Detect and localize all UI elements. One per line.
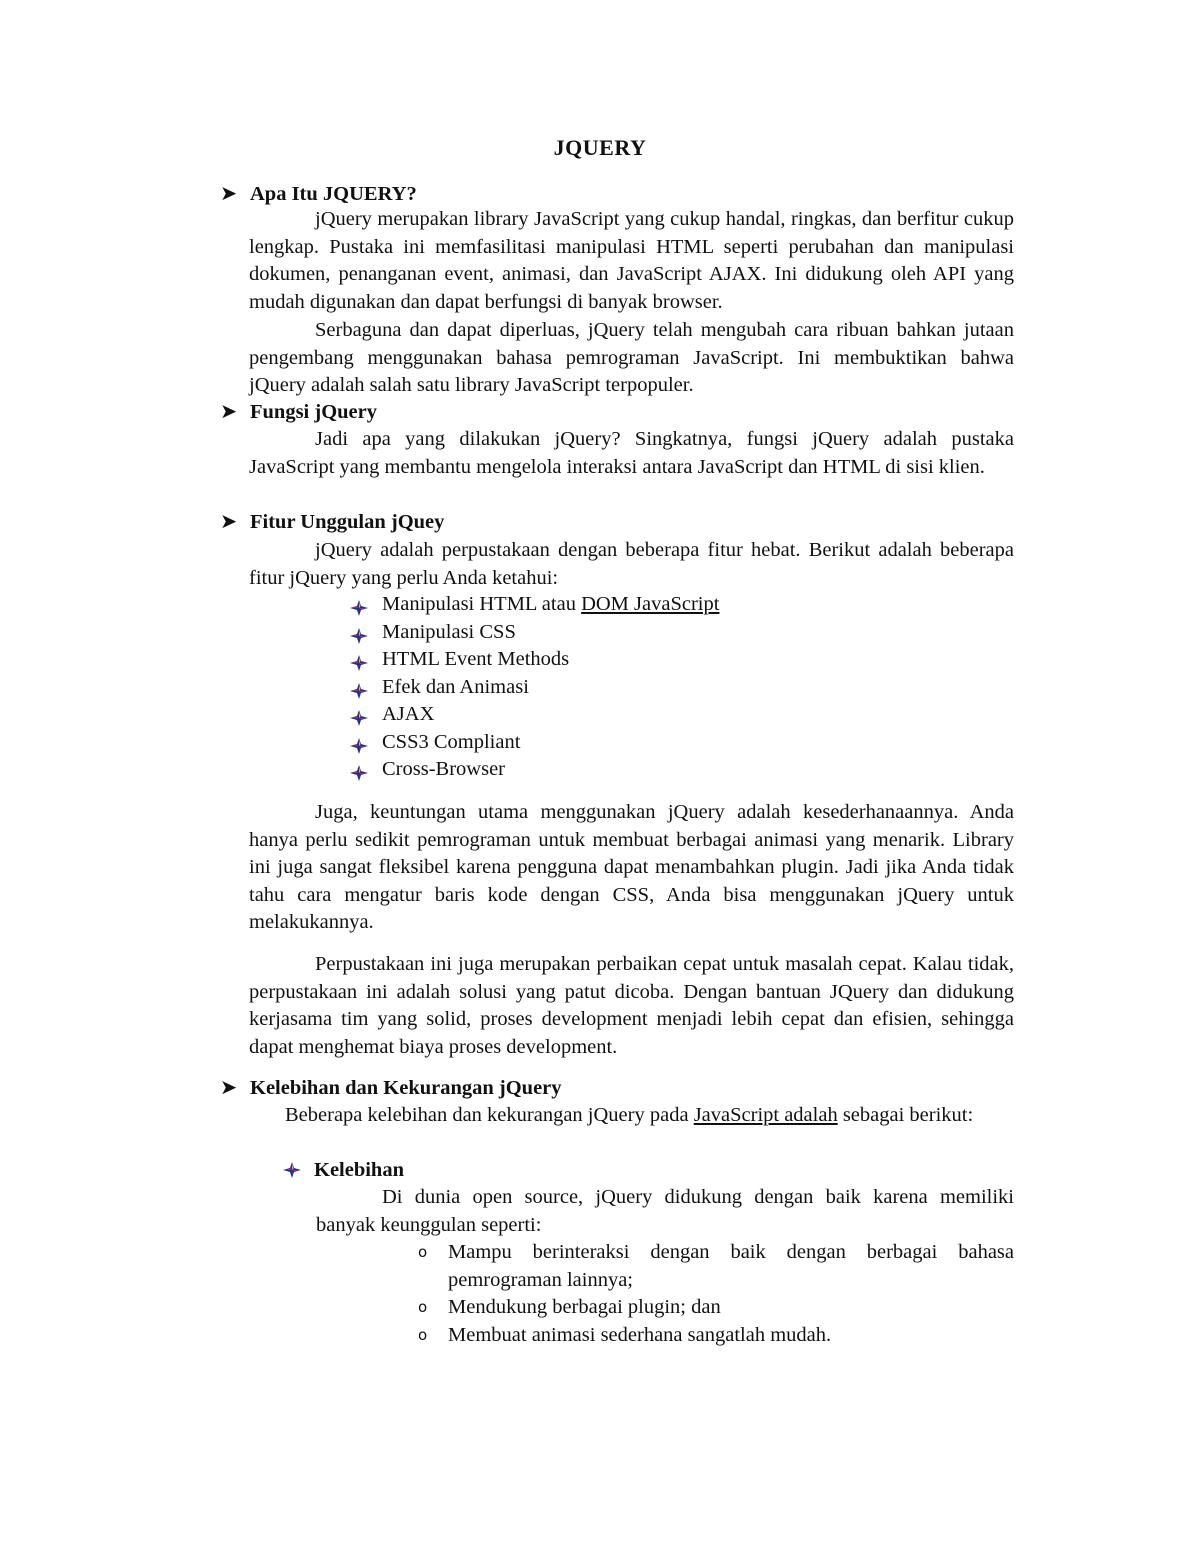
circle-bullet-icon: o: [418, 1298, 428, 1316]
list-item: [350, 591, 719, 619]
list-item: [416, 1239, 1014, 1294]
feature-text: AJAX: [382, 703, 435, 725]
section-heading-kelebihan-kekurangan: [220, 1075, 562, 1102]
paragraph: Perpustakaan ini juga merupakan perbaikan cepat untuk masalah cepat. Kalau tidak, perpustakaan ini adalah solusi yang patut dicoba. Dengan bantuan JQuery dan didukung kerjasama tim yang solid, proses development menjadi lebih cepat dan efisien, sehingga dapat menghemat biaya proses development.: [249, 953, 1014, 1058]
section-heading-apa-itu: [220, 181, 417, 208]
paragraph: jQuery merupakan library JavaScript yang cukup handal, ringkas, dan berfitur cukup lengkap. Pustaka ini memfasilitasi manipulasi HTML seperti perubahan dan manipulasi dokumen, penanganan event, animasi, dan JavaScript AJAX. Ini didukung oleh API yang mudah digunakan dan dapat berfungsi di banyak browser.: [249, 208, 1014, 313]
feature-text: CSS3 Compliant: [382, 730, 521, 753]
sub-heading-kelebihan: [283, 1157, 404, 1184]
list-item: [416, 1294, 1014, 1322]
arrow-bullet-icon: ➤: [220, 1077, 238, 1099]
section-heading-fitur: [220, 509, 444, 536]
advantages-list: [416, 1239, 1014, 1349]
list-item: [350, 701, 719, 729]
four-point-star-icon: [350, 762, 368, 778]
section-heading-fungsi: [220, 399, 377, 426]
paragraph: Jadi apa yang dilakukan jQuery? Singkatnya, fungsi jQuery adalah pustaka JavaScript yang membantu mengelola interaksi antara JavaScript dan HTML di sisi klien.: [249, 428, 1014, 478]
intro-text: Beberapa kelebihan dan kekurangan jQuery pada: [285, 1104, 694, 1126]
intro-text-suffix: sebagai berikut:: [837, 1104, 974, 1126]
section-heading-text: Apa Itu JQUERY?: [250, 183, 417, 205]
list-item-text: Mampu berinteraksi dengan baik dengan berbagai bahasa pemrograman lainnya;: [448, 1241, 1014, 1291]
feature-text: HTML Event Methods: [382, 648, 570, 670]
four-point-star-icon: [350, 735, 368, 751]
paragraph: Di dunia open source, jQuery didukung dengan baik karena memiliki banyak keunggulan seperti:: [316, 1186, 1014, 1236]
list-item: [350, 619, 719, 647]
four-point-star-icon: [283, 1159, 301, 1175]
four-point-star-icon: [350, 652, 368, 668]
paragraph: Juga, keuntungan utama menggunakan jQuery adalah kesederhanaannya. Anda hanya perlu sedikit pemrograman untuk membuat berbagai animasi yang menarik. Library ini juga sangat fleksibel karena pengguna dapat menambahkan plugin. Jadi jika Anda tidak tahu cara mengatur baris kode dengan CSS, Anda bisa menggunakan jQuery untuk melakukannya.: [249, 801, 1014, 934]
feature-text: Manipulasi HTML atau: [382, 593, 582, 615]
javascript-adalah-link[interactable]: JavaScript adalah: [693, 1104, 838, 1126]
list-item: [350, 674, 719, 702]
paragraph: jQuery adalah perpustakaan dengan beberapa fitur hebat. Berikut adalah beberapa fitur jQuery yang perlu Anda ketahui:: [249, 539, 1014, 589]
four-point-star-icon: [350, 707, 368, 723]
list-item: [350, 729, 719, 757]
four-point-star-icon: [350, 625, 368, 641]
paragraph: [249, 1102, 1014, 1130]
four-point-star-icon: [350, 597, 368, 613]
arrow-bullet-icon: ➤: [220, 511, 238, 533]
four-point-star-icon: [350, 680, 368, 696]
dom-javascript-link[interactable]: DOM JavaScript: [581, 593, 720, 615]
list-item: [416, 1322, 1014, 1350]
feature-text: Manipulasi CSS: [382, 620, 516, 643]
arrow-bullet-icon: ➤: [220, 401, 238, 423]
feature-list: [350, 591, 719, 784]
circle-bullet-icon: o: [418, 1243, 428, 1261]
feature-text: Efek dan Animasi: [382, 675, 529, 698]
paragraph: Serbaguna dan dapat diperluas, jQuery telah mengubah cara ribuan bahkan jutaan pengembang menggunakan bahasa pemrograman JavaScript. Ini membuktikan bahwa jQuery adalah salah satu library JavaScript terpopuler.: [249, 319, 1014, 397]
list-item: [350, 756, 719, 784]
section-heading-text: Fungsi jQuery: [250, 401, 377, 423]
list-item-text: Membuat animasi sederhana sangatlah mudah.: [448, 1323, 832, 1346]
circle-bullet-icon: o: [418, 1325, 428, 1344]
feature-text: Cross-Browser: [382, 758, 505, 780]
arrow-bullet-icon: ➤: [220, 183, 238, 205]
section-heading-text: Fitur Unggulan jQuey: [250, 511, 445, 533]
list-item-text: Mendukung berbagai plugin; dan: [448, 1296, 721, 1318]
section-heading-text: Kelebihan dan Kekurangan jQuery: [250, 1077, 562, 1099]
document-title: JQUERY: [553, 135, 647, 160]
sub-heading-text: Kelebihan: [314, 1159, 404, 1181]
list-item: [350, 646, 719, 674]
